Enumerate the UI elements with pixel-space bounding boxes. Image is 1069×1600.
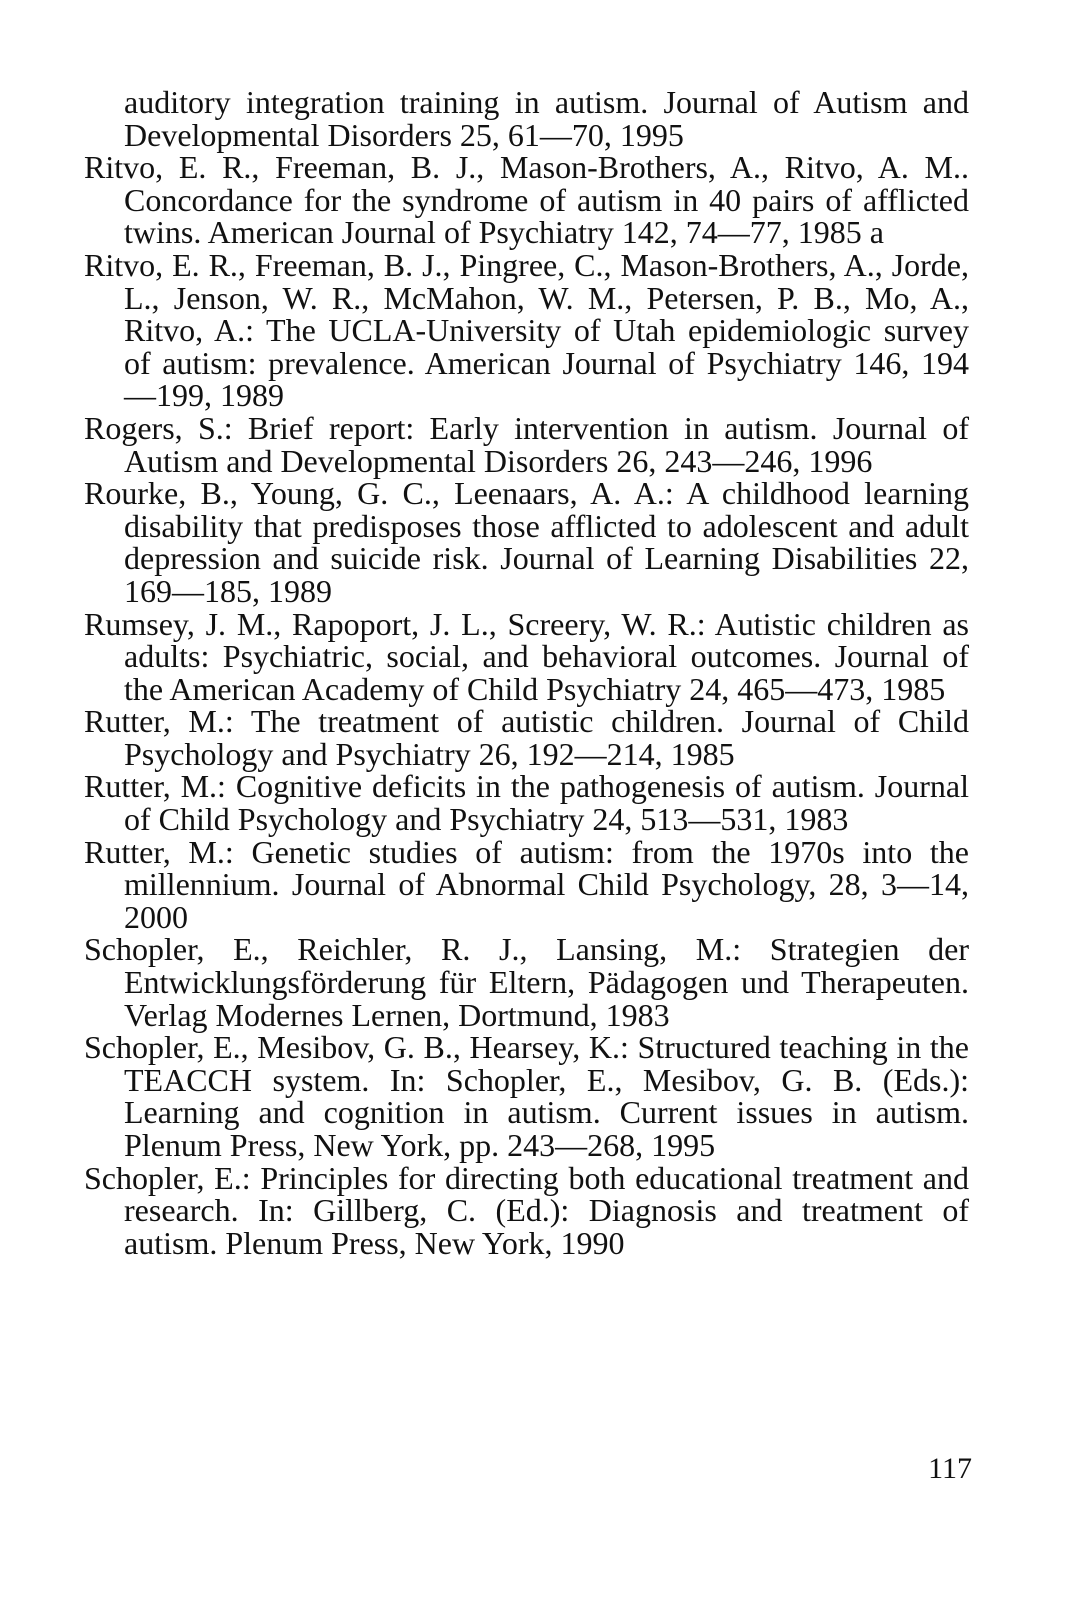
reference-list [84, 86, 969, 1259]
reference-entry: Rogers, S.: Brief report: Early intervention in autism. Journal of Autism and Developmental Disorders 26, 243—246, 1996 [84, 409, 969, 479]
reference-entry: Rutter, M.: Genetic studies of autism: from the 1970s into the millennium. Journal of Abnormal Child Psychology, 28, 3—14, 2000 [84, 833, 969, 935]
reference-entry: Rutter, M.: The treatment of autistic children. Journal of Child Psychology and Psychiatry 26, 192—214, 1985 [84, 703, 969, 772]
reference-entry: Schopler, E., Mesibov, G. B., Hearsey, K.: Structured teaching in the TEACCH system. In: Schopler, E., Mesibov, G. B. (Eds.): Learning and cognition in autism. Current issues in autism. Plenum Press, New York, pp. 243—268, 1995 [84, 1029, 969, 1163]
reference-entry: Schopler, E.: Principles for directing both educational treatment and research. In: Gillberg, C. (Ed.): Diagnosis and treatment of autism. Plenum Press, New York, 1990 [84, 1159, 969, 1261]
reference-entry: Ritvo, E. R., Freeman, B. J., Pingree, C., Mason-Brothers, A., Jorde, L., Jenson, W. R., McMahon, W. M., Petersen, P. B., Mo, A., Ritvo, A.: The UCLA-University of Utah epidemiologic survey of autism: prevalence. American Journal of Psychiatry 146, 194—199, 1989 [84, 246, 969, 414]
reference-entry: Rutter, M.: Cognitive deficits in the pathogenesis of autism. Journal of Child Psychology and Psychiatry 24, 513—531, 1983 [84, 768, 969, 838]
reference-entry: Ritvo, E. R., Freeman, B. J., Mason-Brothers, A., Ritvo, A. M.. Concordance for the syndrome of autism in 40 pairs of afflicted twins. American Journal of Psychiatry 142, 74—77, 1985 a [84, 149, 969, 251]
reference-entry: Rourke, B., Young, G. C., Leenaars, A. A.: A childhood learning disability that predisposes those afflicted to adolescent and adult depression and suicide risk. Journal of Learning Disabilities 22, 169—185, 1989 [84, 475, 969, 609]
page-number: 117 [928, 1452, 972, 1485]
reference-entry: Rumsey, J. M., Rapoport, J. L., Screery, W. R.: Autistic children as adults: Psychiatric, social, and behavioral outcomes. Journal of the American Academy of Child Psychiatry 24, 465—473, 1985 [84, 605, 969, 707]
reference-entry-continued: auditory integration training in autism. Journal of Autism and Developmental Disorders 25, 61—70, 1995 [124, 84, 969, 153]
reference-entry: Schopler, E., Reichler, R. J., Lansing, M.: Strategien der Entwicklungsförderung für Eltern, Pädagogen und Therapeuten. Verlag Modernes Lernen, Dortmund, 1983 [84, 931, 969, 1033]
